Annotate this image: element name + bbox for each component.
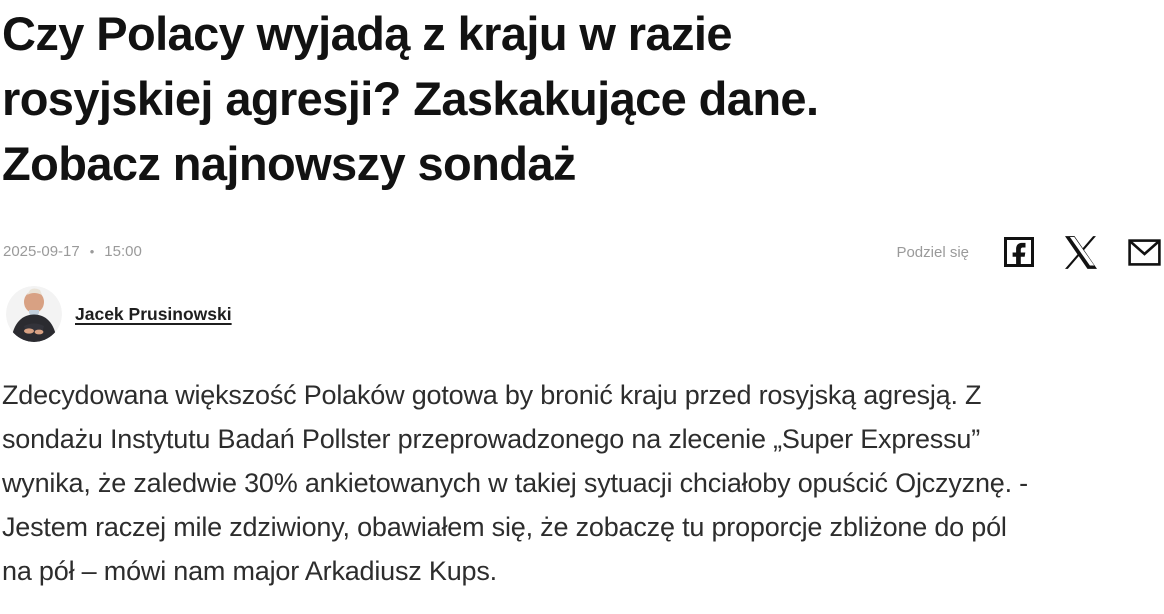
publish-datetime [3,243,142,260]
article-title-line: Zobacz najnowszy sondaż [2,137,576,190]
meta-separator-dot: • [89,244,95,259]
share-x-button[interactable] [1065,236,1097,269]
body-line: Jestem raczej mile zdziwiony, obawiałem się, że zobaczę tu proporcje zbliżone do pól [2,512,1007,542]
publish-date: 2025-09-17 [3,243,80,260]
facebook-icon [1004,237,1034,267]
author-name-link[interactable]: Jacek Prusinowski [75,303,232,324]
article-title [2,1,818,196]
share-bar [896,231,1161,273]
publish-time: 15:00 [104,243,142,260]
share-facebook-button[interactable] [1004,237,1034,267]
body-line: sondażu Instytutu Badań Pollster przeprowadzonego na zlecenie „Super Expressu” [2,424,980,454]
article-body [2,373,1028,593]
article-title-line: Czy Polacy wyjadą z kraju w razie [2,7,732,60]
author-row [6,286,232,342]
body-line: na pół – mówi nam major Arkadiusz Kups. [2,556,497,586]
email-icon [1128,239,1161,266]
author-avatar[interactable] [6,286,62,342]
share-label: Podziel się [896,243,969,261]
share-email-button[interactable] [1128,239,1161,266]
article-title-line: rosyjskiej agresji? Zaskakujące dane. [2,72,819,125]
x-twitter-icon [1065,236,1097,269]
body-line: wynika, że zaledwie 30% ankietowanych w takiej sytuacji chciałoby opuścić Ojczyznę. - [2,468,1028,498]
body-line: Zdecydowana większość Polaków gotowa by bronić kraju przed rosyjską agresją. Z [2,380,982,410]
